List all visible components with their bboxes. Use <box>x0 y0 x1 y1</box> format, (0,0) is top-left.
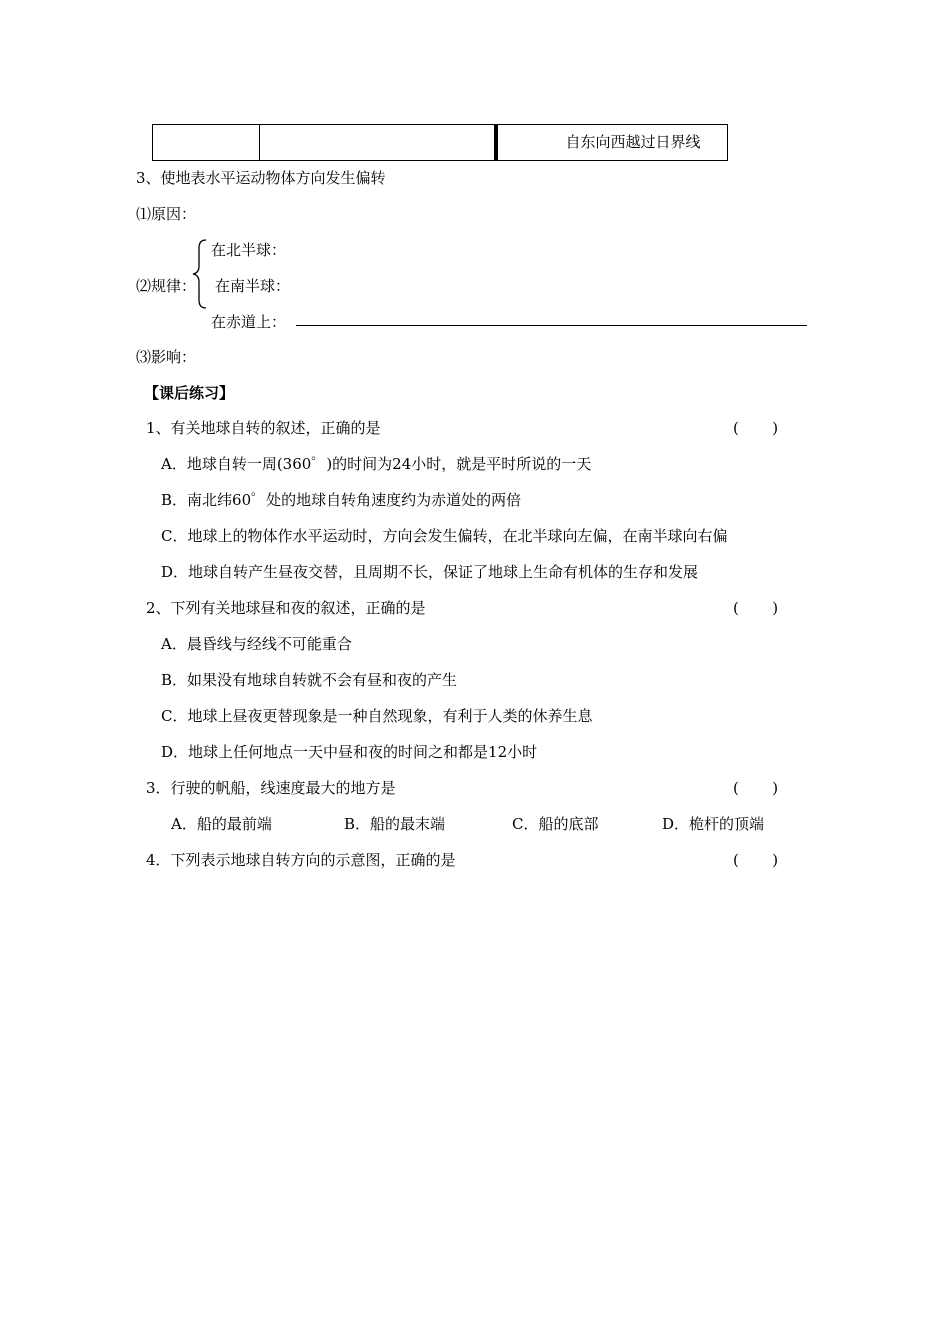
question-3-stem: 3．行驶的帆船，线速度最大的地方是 <box>146 779 396 797</box>
brace-icon <box>190 238 210 310</box>
question-1-stem: 1、有关地球自转的叙述，正确的是 <box>146 419 381 437</box>
rule-equator: 在赤道上： <box>211 313 287 331</box>
question-1-option-b: B．南北纬60゜处的地球自转角速度约为赤道处的两倍 <box>161 491 522 509</box>
table-divider-thick <box>494 125 498 160</box>
impact-label: ⑶影响： <box>136 348 197 366</box>
question-3-option-b: B．船的最末端 <box>344 815 446 833</box>
question-1-option-c: C．地球上的物体作水平运动时，方向会发生偏转，在北半球向左偏，在南半球向右偏 <box>161 527 728 545</box>
section3-heading: 3、使地表水平运动物体方向发生偏转 <box>136 169 386 187</box>
answer-underline <box>296 325 807 326</box>
table-cell-last: 自东向西越过日界线 <box>565 133 701 151</box>
table-divider <box>259 125 260 160</box>
question-2-stem: 2、下列有关地球昼和夜的叙述，正确的是 <box>146 599 426 617</box>
exercise-heading: 【课后练习】 <box>144 384 235 402</box>
question-3-option-c: C．船的底部 <box>512 815 599 833</box>
question-1-option-a: A．地球自转一周(360゜)的时间为24小时，就是平时所说的一天 <box>161 455 592 473</box>
rule-south: 在南半球： <box>215 277 291 295</box>
question-2-option-c: C．地球上昼夜更替现象是一种自然现象，有利于人类的休养生息 <box>161 707 593 725</box>
cause-label: ⑴原因： <box>136 205 197 223</box>
question-2-option-d: D．地球上任何地点一天中昼和夜的时间之和都是12小时 <box>161 743 538 761</box>
question-3-option-d: D．桅杆的顶端 <box>662 815 765 833</box>
question-2-option-b: B．如果没有地球自转就不会有昼和夜的产生 <box>161 671 458 689</box>
question-3-option-a: A．船的最前端 <box>171 815 272 833</box>
question-2-option-a: A．晨昏线与经线不可能重合 <box>161 635 352 653</box>
question-3-answer-blank: ( ) <box>733 779 779 797</box>
question-1-answer-blank: ( ) <box>733 419 779 437</box>
question-2-answer-blank: ( ) <box>733 599 779 617</box>
question-4-stem: 4．下列表示地球自转方向的示意图，正确的是 <box>146 851 456 869</box>
rule-north: 在北半球： <box>211 241 287 259</box>
rule-label: ⑵规律： <box>136 277 197 295</box>
question-1-option-d: D．地球自转产生昼夜交替，且周期不长，保证了地球上生命有机体的生存和发展 <box>161 563 699 581</box>
table-fragment <box>152 124 728 161</box>
question-4-answer-blank: ( ) <box>733 851 779 869</box>
